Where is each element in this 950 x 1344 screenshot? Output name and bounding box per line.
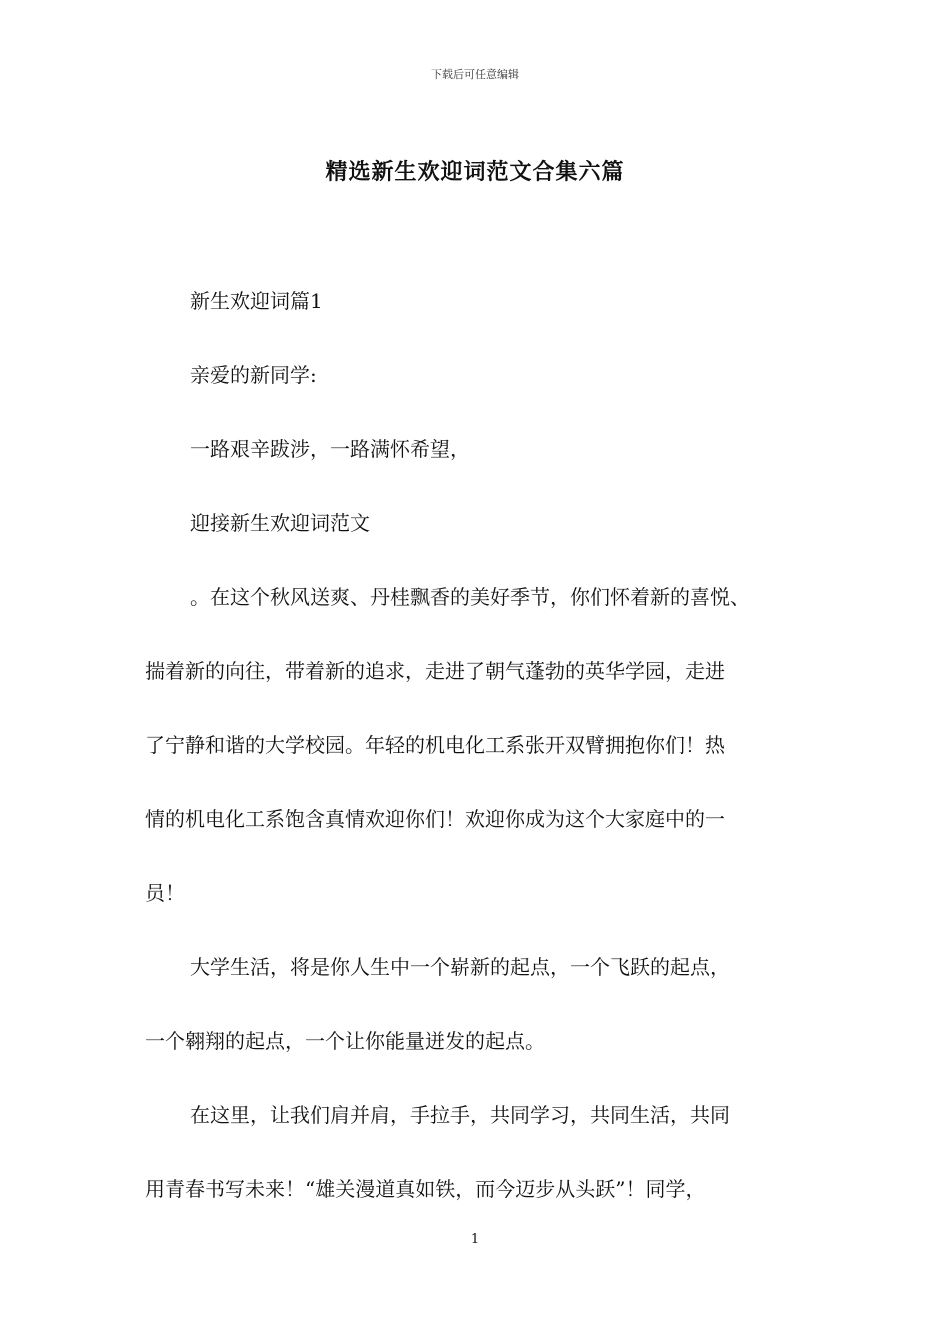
paragraph-line: 。在这个秋风送爽、丹桂飘香的美好季节，你们怀着新的喜悦、 bbox=[190, 585, 750, 609]
paragraph-4 bbox=[145, 504, 817, 542]
paragraph-line: 员！ bbox=[145, 881, 185, 905]
paragraph-6 bbox=[145, 948, 817, 1060]
paragraph-line: 用青春书写未来！“雄关漫道真如铁，而今迈步从头跃”！同学， bbox=[145, 1177, 706, 1201]
header-note: 下载后可任意编辑 bbox=[431, 68, 519, 81]
paragraph-7 bbox=[145, 1096, 817, 1208]
paragraph-line: 新生欢迎词篇1 bbox=[190, 289, 323, 313]
page-number: 1 bbox=[470, 1232, 480, 1247]
document-body bbox=[145, 282, 817, 1244]
paragraph-line: 情的机电化工系饱含真情欢迎你们！欢迎你成为这个大家庭中的一 bbox=[145, 807, 725, 831]
paragraph-line: 迎接新生欢迎词范文 bbox=[190, 511, 370, 535]
paragraph-3 bbox=[145, 430, 817, 468]
paragraph-line: 大学生活，将是你人生中一个崭新的起点，一个飞跃的起点， bbox=[190, 955, 730, 979]
paragraph-2 bbox=[145, 356, 817, 394]
paragraph-line: 揣着新的向往，带着新的追求，走进了朝气蓬勃的英华学园，走进 bbox=[145, 659, 725, 683]
paragraph-1 bbox=[145, 282, 817, 320]
paragraph-line: 一个翱翔的起点，一个让你能量迸发的起点。 bbox=[145, 1029, 545, 1053]
paragraph-line: 亲爱的新同学: bbox=[190, 363, 317, 387]
document-title: 精选新生欢迎词范文合集六篇 bbox=[325, 160, 625, 185]
paragraph-line: 一路艰辛跋涉，一路满怀希望， bbox=[190, 437, 470, 461]
paragraph-line: 了宁静和谐的大学校园。年轻的机电化工系张开双臂拥抱你们！热 bbox=[145, 733, 725, 757]
paragraph-line: 在这里，让我们肩并肩，手拉手，共同学习，共同生活，共同 bbox=[190, 1103, 730, 1127]
paragraph-5 bbox=[145, 578, 817, 912]
